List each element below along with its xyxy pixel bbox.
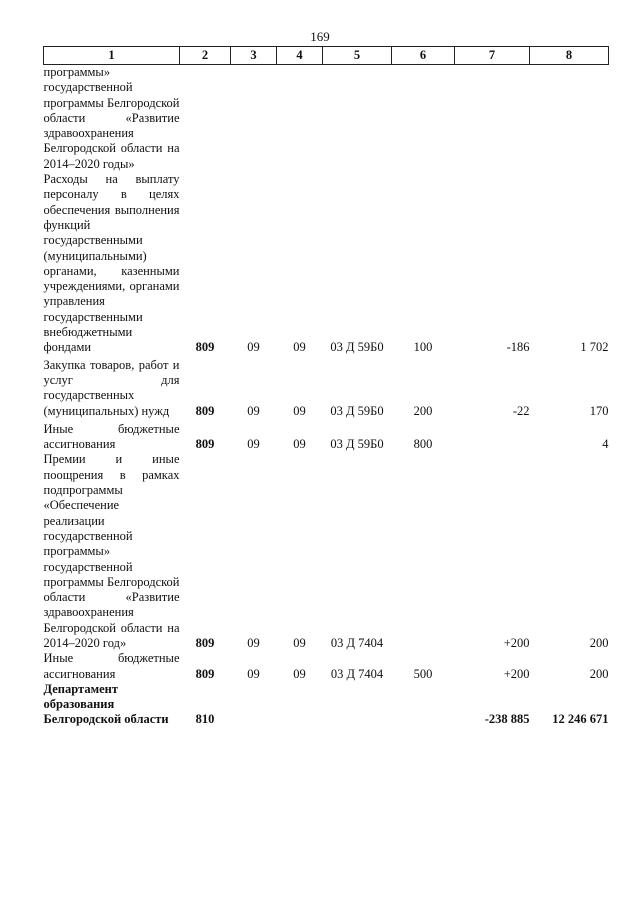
row-ministry-code: 809 [195,437,215,452]
row-expense-type: 100 [413,340,433,355]
column-header-2: 2 [180,47,231,65]
row-target-article: 03 Д 7404 [330,635,384,650]
column-header-3: 3 [231,47,277,65]
row-amount: 200 [589,635,609,650]
row-subsection: 09 [293,666,306,681]
table-row [44,452,609,651]
table-row [44,172,609,358]
row-expense-type: 200 [413,403,433,418]
row-change: -238 885 [484,712,530,727]
row-subsection [277,682,323,728]
row-name: программы» государственной программы Белгородской области «Развитие здравоохранения Белгородской области на 2014–2020 годы» [43,65,180,171]
row-ministry-code: 809 [195,666,215,681]
row-target-article [323,682,392,728]
row-change: -186 [506,340,530,355]
row-name: Иные бюджетные ассигнования [43,651,180,681]
column-header-7: 7 [455,47,530,65]
row-subsection: 09 [293,437,306,452]
row-ministry-code: 809 [195,403,215,418]
row-name: Премии и иные поощрения в рамках подпрограммы «Обеспечение реализации государственной программы» государственной программы Белгородской области «Развитие здравоохранения Белгородской области на 2014–2020 год» [43,452,180,650]
row-target-article: 03 Д 59Б0 [330,403,384,418]
row-section: 09 [247,340,260,355]
row-section: 09 [247,437,260,452]
page-number: 169 [310,29,330,44]
row-change: +200 [503,635,530,650]
row-ministry-code: 809 [195,635,215,650]
column-header-8: 8 [530,47,609,65]
row-name: Расходы на выплату персоналу в целях обеспечения выполнения функций государственными (муниципальными) органами, казенными учреждениями, органами управления государственными внебюджетными фондами [43,172,180,355]
row-target-article: 03 Д 59Б0 [330,437,384,452]
row-expense-type [392,452,455,651]
table-row [44,65,609,173]
column-header-4: 4 [277,47,323,65]
column-header-5: 5 [323,47,392,65]
row-amount: 12 246 671 [552,712,609,727]
row-amount: 200 [589,666,609,681]
row-change: +200 [503,666,530,681]
column-header-1: 1 [44,47,180,65]
row-target-article: 03 Д 59Б0 [330,340,384,355]
row-change [455,65,530,173]
row-name: Иные бюджетные ассигнования [43,421,180,452]
row-subsection: 09 [293,635,306,650]
column-number-row [44,47,609,65]
row-target-article [323,65,392,173]
row-amount [530,65,609,173]
row-amount: 170 [589,403,609,418]
table-row [44,651,609,682]
row-section: 09 [247,403,260,418]
row-expense-type: 800 [413,437,433,452]
budget-table [43,46,609,728]
row-amount: 1 702 [580,340,609,355]
row-expense-type [392,65,455,173]
table-row [44,422,609,453]
row-expense-type [392,682,455,728]
row-change [455,422,530,453]
row-section [231,65,277,173]
column-header-6: 6 [392,47,455,65]
table-row [44,682,609,728]
row-name: Департамент образования Белгородской области [43,681,169,727]
row-amount: 4 [602,437,609,452]
row-ministry-code [180,65,231,173]
row-subsection [277,65,323,173]
row-expense-type: 500 [413,666,433,681]
row-subsection: 09 [293,403,306,418]
row-target-article: 03 Д 7404 [330,666,384,681]
row-ministry-code: 810 [195,712,215,727]
row-section: 09 [247,635,260,650]
row-subsection: 09 [293,340,306,355]
row-section [231,682,277,728]
row-change: -22 [512,403,530,418]
row-ministry-code: 809 [195,340,215,355]
table-row [44,358,609,422]
row-name: Закупка товаров, работ и услуг для государственных (муниципальных) нужд [43,357,180,418]
row-section: 09 [247,666,260,681]
